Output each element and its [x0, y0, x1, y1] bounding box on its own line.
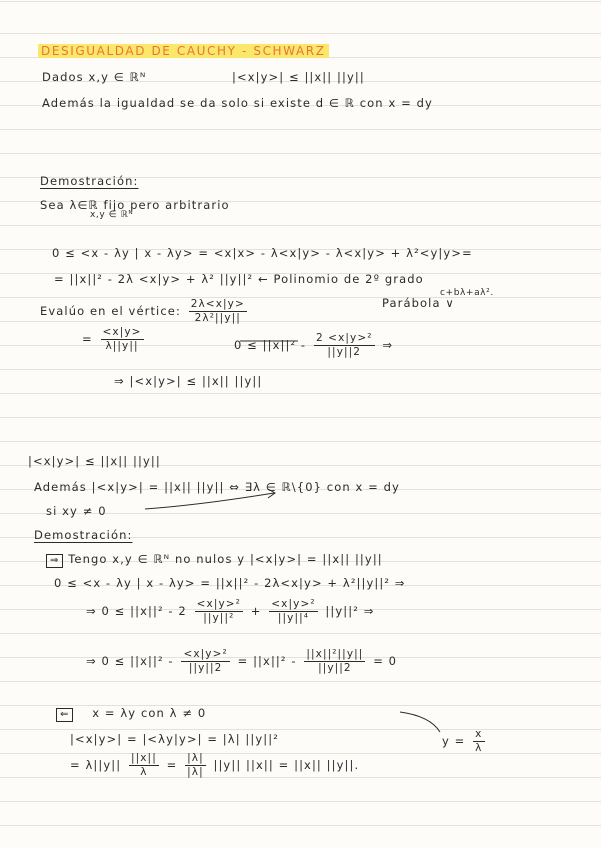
- equation-2: = ||x||² - 2λ <x|y> + λ² ||y||² ← Polinomio de 2º grado: [54, 272, 424, 286]
- line-tengo: ⇒ Tengo x,y ∈ ℝᴺ no nulos y |<x|y>| = ||x|| ||y||: [46, 552, 383, 568]
- equation-3b: 0 ≤ ||x||² - $\frac{\text{2 <x|y>²}}{||y||2}$ ⇒: [234, 332, 394, 358]
- parabola-note: Parábola ∨: [382, 296, 455, 310]
- line-dados: Dados x,y ∈ ℝᴺ: [42, 70, 147, 84]
- line-b: ⇒ 0 ≤ ||x||² - 2 $\frac{\text{<x|y>²}}{\text{||y||²}}$ + $\frac{\text{<x|y>²}}{\text{||y||⁴}}$ ||y||² ⇒: [86, 598, 375, 624]
- line-b-fraction-1: $\frac{\text{<x|y>²}}{\text{||y||²}}$: [196, 598, 241, 624]
- line-b-fraction-2: $\frac{\text{<x|y>²}}{\text{||y||⁴}}$: [271, 598, 316, 624]
- line-c: ⇒ 0 ≤ ||x||² - $\frac{\text{<x|y>²}}{||y||2}$ = ||x||² - $\frac{\text{||x||²||y||}}{||y||2}$ = 0: [86, 648, 398, 674]
- vertex-fraction: $\frac{2\lambda<x|y>}{\text{2λ²||y||}}$: [190, 298, 245, 324]
- eq3-fraction: $\frac{<x|y>}{\lambda||y||}$: [102, 326, 142, 352]
- line-converse-c: = λ||y|| $\frac{||x||}{\lambda}$ = $\frac{|\lambda|}{|\lambda|}$ ||y|| ||x|| = ||x|| ||y||.: [70, 752, 360, 778]
- theorem-2: |<x|y>| ≤ ||x|| ||y||: [28, 454, 161, 468]
- polynomial-note: c+bλ+aλ².: [440, 288, 494, 298]
- reverse-implication-box: ⇐: [56, 708, 73, 722]
- line-evaluo: Evalúo en el vértice: $\frac{2\lambda<x|y>}{\text{2λ²||y||}}$: [40, 298, 245, 324]
- equation-1: 0 ≤ <x - λy | x - λy> = <x|x> - λ<x|y> - λ<x|y> + λ²<y|y>=: [52, 246, 473, 260]
- line-sea: Sea λ∈ℝ fijo pero arbitrario: [40, 198, 230, 212]
- line-c-fraction-1: $\frac{\text{<x|y>²}}{||y||2}$: [183, 648, 228, 674]
- demo1-heading: Demostración:: [40, 174, 139, 188]
- page-title: DESIGUALDAD DE CAUCHY - SCHWARZ: [38, 44, 329, 58]
- side-note-y: y = $\frac{x}{\lambda}$: [442, 728, 483, 754]
- forward-implication-box: ⇒: [46, 554, 63, 568]
- line-converse-b: |<x|y>| = |<λy|y>| = |λ| ||y||²: [70, 732, 279, 746]
- cs-inequality: |<x|y>| ≤ ||x|| ||y||: [232, 70, 365, 84]
- line-converse: ⇐ x = λy con λ ≠ 0: [56, 706, 206, 722]
- side-note-fraction: $\frac{x}{\lambda}$: [475, 728, 483, 754]
- line-ademas: Además la igualdad se da solo si existe d ∈ ℝ con x = dy: [42, 96, 433, 110]
- eq3b-fraction: $\frac{\text{2 <x|y>²}}{||y||2}$: [315, 332, 373, 358]
- equation-3: = $\frac{<x|y>}{\lambda||y||}$: [82, 326, 142, 352]
- line-si: si xy ≠ 0: [46, 504, 107, 518]
- conv-c-fraction-1: $\frac{||x||}{\lambda}$: [130, 752, 157, 778]
- demo2-heading: Demostración:: [34, 528, 133, 542]
- line-c-fraction-2: $\frac{\text{||x||²||y||}}{||y||2}$: [306, 648, 364, 674]
- conclusion-1: ⇒ |<x|y>| ≤ ||x|| ||y||: [114, 374, 263, 388]
- conv-c-fraction-2: $\frac{|\lambda|}{|\lambda|}$: [187, 752, 204, 778]
- sea-subscript: x,y ∈ ℝᴺ: [90, 210, 134, 220]
- line-a: 0 ≤ <x - λy | x - λy> = ||x||² - 2λ<x|y> + λ²||y||² ⇒: [54, 576, 406, 590]
- line-ademas-2: Además |<x|y>| = ||x|| ||y|| ⇔ ∃λ ∈ ℝ\{0} con x = dy: [34, 480, 400, 494]
